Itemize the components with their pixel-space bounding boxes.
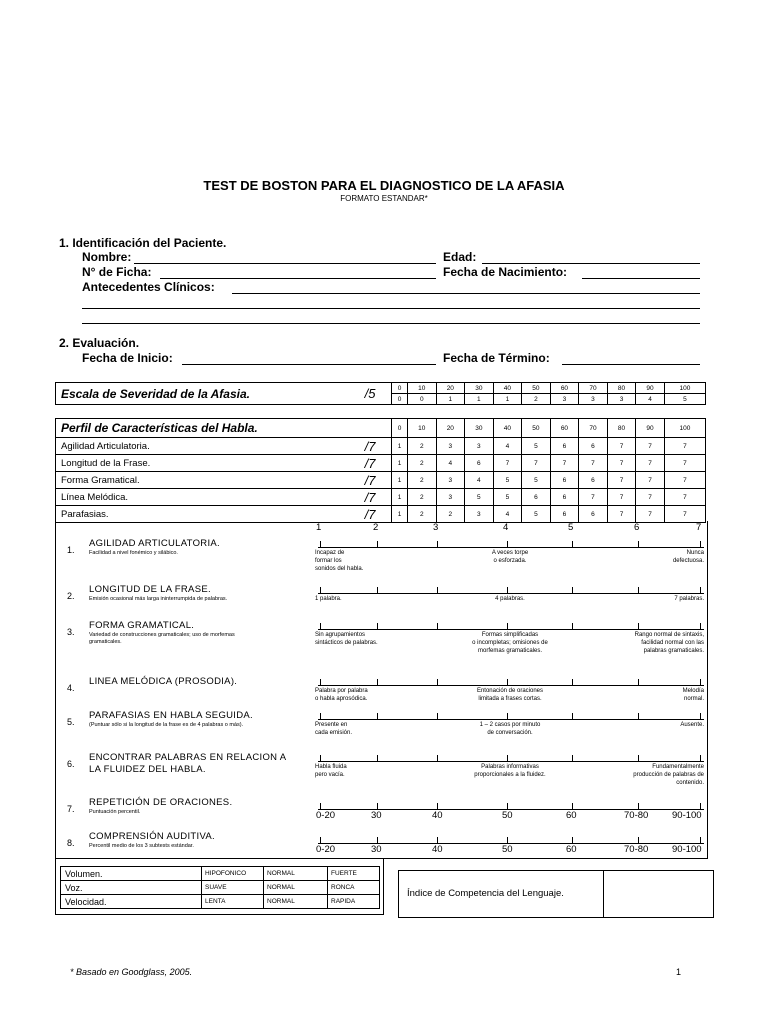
profile-row-cell[interactable]: 7 bbox=[522, 455, 551, 472]
profile-row-cell[interactable]: 2 bbox=[408, 438, 437, 455]
profile-row-cell[interactable]: 7 bbox=[607, 438, 636, 455]
profile-row-cell[interactable]: 7 bbox=[664, 489, 705, 506]
profile-row-cell[interactable]: 7 bbox=[607, 506, 636, 523]
percentile-label: 70-80 bbox=[624, 844, 649, 855]
voice-option[interactable]: RAPIDA bbox=[328, 895, 380, 909]
profile-row-cell[interactable]: 2 bbox=[408, 506, 437, 523]
rating-tick[interactable] bbox=[507, 541, 508, 547]
rating-tick[interactable] bbox=[700, 623, 701, 629]
profile-row-cell[interactable]: 2 bbox=[408, 489, 437, 506]
item-number: 4. bbox=[67, 683, 75, 693]
percentile-label: 0-20 bbox=[316, 844, 336, 855]
rating-tick[interactable] bbox=[377, 541, 378, 547]
rating-line[interactable] bbox=[318, 629, 704, 630]
profile-header-cell: 10 bbox=[408, 419, 437, 438]
profile-row-cell[interactable]: 7 bbox=[664, 438, 705, 455]
item-number: 1. bbox=[67, 545, 75, 555]
profile-row-cell[interactable]: 5 bbox=[493, 472, 522, 489]
rating-line[interactable] bbox=[318, 761, 704, 762]
severity-top-cell: 90 bbox=[636, 383, 665, 394]
rating-tick[interactable] bbox=[700, 755, 701, 761]
profile-row-score[interactable]: /7 bbox=[349, 455, 392, 472]
severity-top-cell: 10 bbox=[408, 383, 437, 394]
rating-tick[interactable] bbox=[377, 803, 378, 809]
anchor-high: Rango normal de sintaxis, facilidad normal con las palabras gramaticales. bbox=[634, 632, 704, 654]
rating-tick[interactable] bbox=[320, 803, 321, 809]
anchor-low: Presente en cada emisión. bbox=[315, 722, 353, 736]
page-subtitle: FORMATO ESTANDAR* bbox=[340, 194, 428, 203]
scale-number: 3 bbox=[433, 522, 439, 533]
severity-top-cell: 30 bbox=[465, 383, 494, 394]
rating-tick[interactable] bbox=[700, 803, 701, 809]
voice-row-label: Volumen. bbox=[61, 867, 202, 881]
page-number: 1 bbox=[676, 967, 682, 977]
item-description: Variedad de construcciones gramaticales; uso de morfemas gramaticales. bbox=[89, 632, 235, 645]
profile-row-cell[interactable]: 7 bbox=[636, 472, 665, 489]
profile-row-cell[interactable]: 7 bbox=[636, 489, 665, 506]
anchor-high: Fundamentalmente producción de palabras de contenido. bbox=[633, 764, 704, 786]
scale-number: 6 bbox=[634, 522, 640, 533]
rating-tick[interactable] bbox=[700, 679, 701, 685]
profile-row-cell[interactable]: 7 bbox=[636, 455, 665, 472]
profile-row-cell[interactable]: 4 bbox=[465, 472, 494, 489]
rating-tick[interactable] bbox=[377, 623, 378, 629]
rating-tick[interactable] bbox=[638, 623, 639, 629]
rating-tick[interactable] bbox=[507, 679, 508, 685]
severity-bottom-cell: 1 bbox=[436, 394, 465, 405]
profile-header-cell: 0 bbox=[392, 419, 408, 438]
profile-row-cell[interactable]: 6 bbox=[550, 506, 579, 523]
rating-tick[interactable] bbox=[507, 623, 508, 629]
rating-tick[interactable] bbox=[437, 755, 438, 761]
anchor-high: Nunca defectuosa. bbox=[672, 550, 704, 564]
profile-row-cell[interactable]: 1 bbox=[392, 455, 408, 472]
anchor-mid: A veces torpe o esforzada. bbox=[491, 550, 529, 564]
severity-bottom-cell: 3 bbox=[607, 394, 636, 405]
profile-row-cell[interactable]: 7 bbox=[579, 489, 608, 506]
item-title: REPETICIÓN DE ORACIONES. bbox=[89, 797, 233, 808]
percentile-label: 0-20 bbox=[316, 810, 336, 821]
rating-line[interactable] bbox=[318, 685, 704, 686]
anchor-low: 1 palabra. bbox=[315, 596, 342, 602]
item-number: 2. bbox=[67, 591, 75, 601]
rating-line[interactable] bbox=[318, 719, 704, 720]
severity-label: Escala de Severidad de la Afasia. bbox=[56, 383, 350, 405]
rating-tick[interactable] bbox=[700, 541, 701, 547]
profile-row-cell[interactable]: 5 bbox=[522, 472, 551, 489]
rating-tick[interactable] bbox=[320, 587, 321, 593]
rating-tick[interactable] bbox=[320, 837, 321, 843]
fecha-termino-label: Fecha de Término: bbox=[443, 351, 550, 365]
severity-top-cell: 40 bbox=[493, 383, 522, 394]
rating-line[interactable] bbox=[318, 593, 704, 594]
profile-row-cell[interactable]: 3 bbox=[436, 489, 465, 506]
item-title: FORMA GRAMATICAL. bbox=[89, 620, 195, 631]
rating-tick[interactable] bbox=[437, 837, 438, 843]
profile-row-cell[interactable]: 7 bbox=[664, 472, 705, 489]
profile-row-label: Longitud de la Frase. bbox=[56, 455, 350, 472]
anchor-high: Ausente. bbox=[680, 722, 704, 728]
voice-option[interactable]: HIPOFONICO bbox=[202, 867, 264, 881]
severity-top-cell: 0 bbox=[392, 383, 408, 394]
percentile-label: 50 bbox=[502, 844, 513, 855]
profile-row-cell[interactable]: 5 bbox=[522, 506, 551, 523]
profile-row-cell[interactable]: 7 bbox=[607, 455, 636, 472]
rating-tick[interactable] bbox=[572, 755, 573, 761]
profile-row-cell[interactable]: 6 bbox=[465, 455, 494, 472]
rating-tick[interactable] bbox=[437, 713, 438, 719]
profile-row-cell[interactable]: 6 bbox=[579, 506, 608, 523]
severity-top-cell: 50 bbox=[522, 383, 551, 394]
profile-row-cell[interactable]: 3 bbox=[465, 438, 494, 455]
profile-row-cell[interactable]: 1 bbox=[392, 506, 408, 523]
profile-row-label: Agilidad Articulatoria. bbox=[56, 438, 350, 455]
voice-frame bbox=[55, 858, 384, 915]
nombre-label: Nombre: bbox=[82, 250, 132, 264]
item-description: Percentil medio de los 3 subtests estándar. bbox=[89, 843, 194, 849]
item-title: AGILIDAD ARTICULATORIA. bbox=[89, 538, 220, 549]
item-number: 6. bbox=[67, 759, 75, 769]
rating-tick[interactable] bbox=[507, 587, 508, 593]
antecedentes-label: Antecedentes Clínicos: bbox=[82, 280, 215, 294]
profile-header-cell: 60 bbox=[550, 419, 579, 438]
severity-bottom-cell: 0 bbox=[392, 394, 408, 405]
rating-tick[interactable] bbox=[638, 679, 639, 685]
rating-tick[interactable] bbox=[572, 623, 573, 629]
profile-row-cell[interactable]: 2 bbox=[408, 472, 437, 489]
rating-tick[interactable] bbox=[320, 623, 321, 629]
profile-row-cell[interactable]: 7 bbox=[664, 506, 705, 523]
competence-score-field[interactable] bbox=[604, 871, 713, 917]
percentile-label: 30 bbox=[371, 810, 382, 821]
voice-option[interactable]: NORMAL bbox=[264, 895, 328, 909]
profile-row-cell[interactable]: 4 bbox=[493, 506, 522, 523]
profile-header-cell: 30 bbox=[465, 419, 494, 438]
anchor-high: 7 palabras. bbox=[674, 596, 704, 602]
percentile-label: 70-80 bbox=[624, 810, 649, 821]
voice-row-label: Voz. bbox=[61, 881, 202, 895]
rating-tick[interactable] bbox=[572, 587, 573, 593]
percentile-label: 50 bbox=[502, 810, 513, 821]
profile-row-cell[interactable]: 1 bbox=[392, 438, 408, 455]
voice-option[interactable]: RONCA bbox=[328, 881, 380, 895]
severity-top-cell: 20 bbox=[436, 383, 465, 394]
percentile-label: 40 bbox=[432, 844, 443, 855]
item-description: Puntuación percentil. bbox=[89, 809, 141, 815]
severity-bottom-cell: 1 bbox=[465, 394, 494, 405]
profile-row-cell[interactable]: 7 bbox=[579, 455, 608, 472]
severity-bottom-cell: 2 bbox=[522, 394, 551, 405]
percentile-label: 60 bbox=[566, 844, 577, 855]
profile-row-score[interactable]: /7 bbox=[349, 472, 392, 489]
profile-row-cell[interactable]: 5 bbox=[522, 438, 551, 455]
profile-header-cell: 80 bbox=[607, 419, 636, 438]
item-title: LONGITUD DE LA FRASE. bbox=[89, 584, 211, 595]
rating-tick[interactable] bbox=[507, 837, 508, 843]
item-title: LINEA MELÓDICA (PROSODIA). bbox=[89, 676, 238, 687]
severity-top-cell: 70 bbox=[579, 383, 608, 394]
severity-top-cell: 100 bbox=[664, 383, 705, 394]
voice-option[interactable]: SUAVE bbox=[202, 881, 264, 895]
severity-top-cell: 60 bbox=[550, 383, 579, 394]
rating-tick[interactable] bbox=[437, 623, 438, 629]
rating-line[interactable] bbox=[318, 547, 704, 548]
rating-tick[interactable] bbox=[320, 713, 321, 719]
voice-option[interactable]: FUERTE bbox=[328, 867, 380, 881]
rating-tick[interactable] bbox=[507, 755, 508, 761]
rating-tick[interactable] bbox=[377, 713, 378, 719]
profile-header-cell: 90 bbox=[636, 419, 665, 438]
profile-row-cell[interactable]: 2 bbox=[408, 455, 437, 472]
rating-tick[interactable] bbox=[572, 713, 573, 719]
anchor-low: Sin agrupamientos sintácticos de palabras. bbox=[315, 632, 378, 646]
rating-tick[interactable] bbox=[437, 803, 438, 809]
profile-row-cell[interactable]: 6 bbox=[550, 489, 579, 506]
rating-tick[interactable] bbox=[437, 679, 438, 685]
item-title: PARAFASIAS EN HABLA SEGUIDA. bbox=[89, 710, 253, 721]
profile-row-cell[interactable]: 6 bbox=[522, 489, 551, 506]
profile-row-cell[interactable]: 3 bbox=[436, 438, 465, 455]
profile-row-cell[interactable]: 3 bbox=[465, 506, 494, 523]
profile-row-label: Línea Melódica. bbox=[56, 489, 350, 506]
percentile-label: 40 bbox=[432, 810, 443, 821]
rating-tick[interactable] bbox=[437, 541, 438, 547]
fecha-inicio-label: Fecha de Inicio: bbox=[82, 351, 173, 365]
profile-header-cell: 70 bbox=[579, 419, 608, 438]
percentile-label: 90-100 bbox=[672, 844, 702, 855]
percentile-label: 30 bbox=[371, 844, 382, 855]
percentile-label: 60 bbox=[566, 810, 577, 821]
item-number: 8. bbox=[67, 838, 75, 848]
profile-row-cell[interactable]: 7 bbox=[636, 438, 665, 455]
profile-row-cell[interactable]: 1 bbox=[392, 472, 408, 489]
rating-tick[interactable] bbox=[320, 541, 321, 547]
competence-label: Índice de Competencia del Lenguaje. bbox=[407, 888, 564, 899]
rating-tick[interactable] bbox=[572, 679, 573, 685]
anchor-low: Incapaz de formar los sonidos del habla. bbox=[315, 550, 364, 572]
voice-row-label: Velocidad. bbox=[61, 895, 202, 909]
profile-row-cell[interactable]: 5 bbox=[493, 489, 522, 506]
profile-row-cell[interactable]: 7 bbox=[493, 455, 522, 472]
scale-number: 4 bbox=[503, 522, 509, 533]
anchor-high: Melodía normal. bbox=[682, 688, 704, 702]
section1-heading: 1. Identificación del Paciente. bbox=[59, 236, 227, 250]
profile-row-cell[interactable]: 6 bbox=[550, 472, 579, 489]
profile-row-score[interactable]: /7 bbox=[349, 489, 392, 506]
footer-note: * Basado en Goodglass, 2005. bbox=[70, 967, 193, 977]
item-description: Emisión ocasional más larga ininterrumpida de palabras. bbox=[89, 596, 228, 602]
item-number: 5. bbox=[67, 717, 75, 727]
rating-tick[interactable] bbox=[638, 541, 639, 547]
anchor-mid: 1 – 2 casos por minuto de conversación. bbox=[479, 722, 541, 736]
profile-header-cell: 20 bbox=[436, 419, 465, 438]
voice-option[interactable]: NORMAL bbox=[264, 867, 328, 881]
edad-label: Edad: bbox=[443, 250, 477, 264]
scale-number: 2 bbox=[373, 522, 379, 533]
severity-bottom-cell: 4 bbox=[636, 394, 665, 405]
severity-bottom-cell: 0 bbox=[408, 394, 437, 405]
rating-tick[interactable] bbox=[572, 803, 573, 809]
page-title: TEST DE BOSTON PARA EL DIAGNOSTICO DE LA AFASIA bbox=[203, 178, 565, 193]
rating-tick[interactable] bbox=[377, 679, 378, 685]
profile-row-cell[interactable]: 6 bbox=[550, 438, 579, 455]
anchor-mid: Entonación de oraciones limitada a frases cortas. bbox=[476, 688, 544, 702]
rating-tick[interactable] bbox=[507, 713, 508, 719]
item-number: 7. bbox=[67, 804, 75, 814]
rating-tick[interactable] bbox=[700, 713, 701, 719]
rating-tick[interactable] bbox=[572, 541, 573, 547]
rating-tick[interactable] bbox=[638, 587, 639, 593]
profile-row-cell[interactable]: 7 bbox=[607, 489, 636, 506]
profile-row-score[interactable]: /7 bbox=[349, 506, 392, 523]
item-number: 3. bbox=[67, 627, 75, 637]
profile-label: Perfil de Características del Habla. bbox=[56, 419, 392, 438]
profile-row-label: Parafasias. bbox=[56, 506, 350, 523]
anchor-mid: Formas simplificadas o incompletas; omisiones de morfemas gramaticales. bbox=[472, 632, 548, 654]
profile-row-cell[interactable]: 2 bbox=[436, 506, 465, 523]
rating-tick[interactable] bbox=[507, 803, 508, 809]
rating-tick[interactable] bbox=[700, 587, 701, 593]
profile-header-cell: 40 bbox=[493, 419, 522, 438]
voice-option[interactable]: LENTA bbox=[202, 895, 264, 909]
rating-tick[interactable] bbox=[572, 837, 573, 843]
profile-row-cell[interactable]: 7 bbox=[550, 455, 579, 472]
profile-row-label: Forma Gramatical. bbox=[56, 472, 350, 489]
profile-row-score[interactable]: /7 bbox=[349, 438, 392, 455]
item-title: ENCONTRAR PALABRAS EN RELACION A LA FLUIDEZ DEL HABLA. bbox=[89, 752, 287, 775]
rating-tick[interactable] bbox=[320, 755, 321, 761]
rating-tick[interactable] bbox=[638, 837, 639, 843]
profile-row-cell[interactable]: 3 bbox=[436, 472, 465, 489]
item-title: COMPRENSIÓN AUDITIVA. bbox=[89, 831, 215, 842]
severity-top-cell: 80 bbox=[607, 383, 636, 394]
profile-row-cell[interactable]: 6 bbox=[579, 472, 608, 489]
profile-row-cell[interactable]: 7 bbox=[607, 472, 636, 489]
rating-tick[interactable] bbox=[638, 713, 639, 719]
rating-tick[interactable] bbox=[638, 803, 639, 809]
severity-bottom-cell: 1 bbox=[493, 394, 522, 405]
profile-row-cell[interactable]: 6 bbox=[579, 438, 608, 455]
percentile-label: 90-100 bbox=[672, 810, 702, 821]
anchor-low: Habla fluida pero vacía. bbox=[315, 764, 347, 778]
anchor-mid: Palabras informativas proporcionales a la fluidez. bbox=[474, 764, 546, 778]
profile-row-cell[interactable]: 4 bbox=[436, 455, 465, 472]
section2-heading: 2. Evaluación. bbox=[59, 336, 140, 350]
fecha-nacimiento-label: Fecha de Nacimiento: bbox=[443, 265, 568, 279]
competence-box bbox=[398, 870, 714, 918]
profile-header-cell: 100 bbox=[664, 419, 705, 438]
rating-tick[interactable] bbox=[700, 837, 701, 843]
severity-bottom-cell: 5 bbox=[664, 394, 705, 405]
profile-row-cell[interactable]: 5 bbox=[465, 489, 494, 506]
item-description: Facilidad a nivel fonémico y silábico. bbox=[89, 550, 178, 556]
ficha-label: N° de Ficha: bbox=[82, 265, 152, 279]
profile-row-cell[interactable]: 1 bbox=[392, 489, 408, 506]
scale-number: 1 bbox=[316, 522, 322, 533]
profile-row-cell[interactable]: 7 bbox=[636, 506, 665, 523]
anchor-mid: 4 palabras. bbox=[495, 596, 525, 602]
rating-tick[interactable] bbox=[377, 837, 378, 843]
profile-row-cell[interactable]: 4 bbox=[493, 438, 522, 455]
anchor-low: Palabra por palabra o habla aprosódica. bbox=[315, 688, 368, 702]
scale-number: 7 bbox=[696, 522, 702, 533]
rating-tick[interactable] bbox=[320, 679, 321, 685]
scale-number: 5 bbox=[568, 522, 574, 533]
voice-option[interactable]: NORMAL bbox=[264, 881, 328, 895]
rating-tick[interactable] bbox=[638, 755, 639, 761]
rating-tick[interactable] bbox=[377, 587, 378, 593]
severity-bottom-cell: 3 bbox=[579, 394, 608, 405]
rating-tick[interactable] bbox=[377, 755, 378, 761]
profile-row-cell[interactable]: 7 bbox=[664, 455, 705, 472]
profile-header-cell: 50 bbox=[522, 419, 551, 438]
item-description: (Puntuar sólo si la longitud de la frase es de 4 palabras o más). bbox=[89, 722, 244, 728]
severity-score[interactable]: /5 bbox=[349, 383, 392, 405]
rating-tick[interactable] bbox=[437, 587, 438, 593]
severity-bottom-cell: 3 bbox=[550, 394, 579, 405]
